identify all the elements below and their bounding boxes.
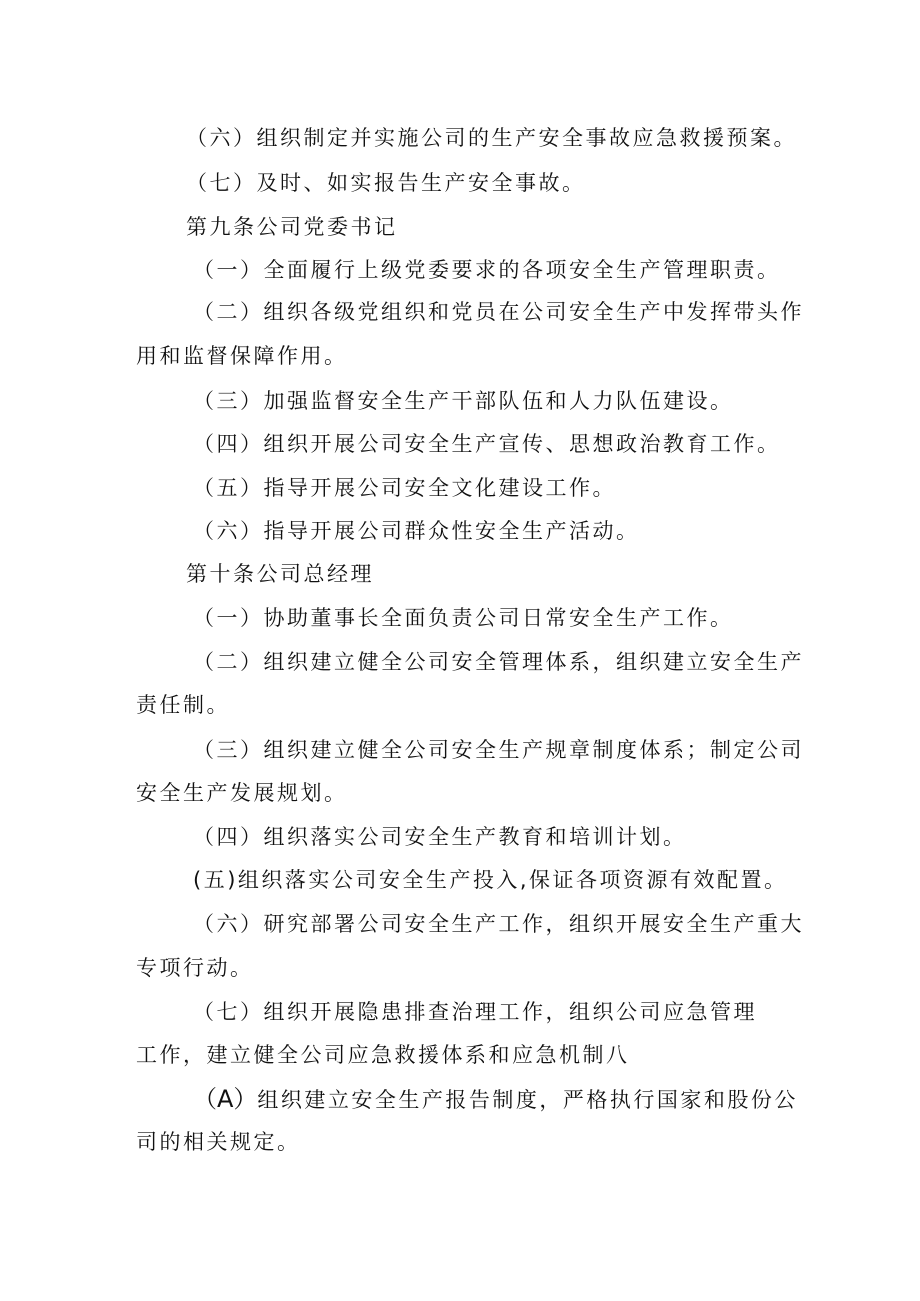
- paragraph-line: （二）组织建立健全公司安全管理体系，组织建立安全生产: [193, 650, 804, 674]
- paragraph-line: （三）加强监督安全生产干部队伍和人力队伍建设。: [193, 389, 734, 413]
- paragraph-line: （六）组织制定并实施公司的生产安全事故应急救援预案。: [186, 126, 797, 150]
- paragraph-line: (五)组织落实公司安全生产投入,保证各项资源有效配置。: [193, 868, 788, 892]
- paragraph-line: （四）组织开展公司安全生产宣传、思想政治教育工作。: [193, 432, 781, 456]
- paragraph-line: （四）组织落实公司安全生产教育和培训计划。: [193, 825, 687, 849]
- item-marker: （A）: [193, 1085, 258, 1113]
- paragraph-line: [193, 1085, 848, 1114]
- paragraph-line: 安全生产发展规划。: [136, 781, 348, 805]
- paragraph-line: 工作，建立健全公司应急救援体系和应急机制八: [136, 1043, 630, 1067]
- paragraph-line: （六）研究部署公司安全生产工作，组织开展安全生产重大: [193, 912, 804, 936]
- article-heading-9: 第九条公司党委书记: [186, 215, 398, 239]
- paragraph-line: 司的相关规定。: [136, 1130, 301, 1154]
- paragraph-line: （三）组织建立健全公司安全生产规章制度体系；制定公司: [193, 738, 804, 762]
- paragraph-line: 专项行动。: [136, 956, 254, 980]
- paragraph-line: 用和监督保障作用。: [136, 344, 348, 368]
- paragraph-line: （一）全面履行上级党委要求的各项安全生产管理职责。: [193, 258, 781, 282]
- paragraph-line: （一）协助董事长全面负责公司日常安全生产工作。: [193, 606, 734, 630]
- article-heading-10: 第十条公司总经理: [186, 562, 374, 586]
- paragraph-line: （二）组织各级党组织和党员在公司安全生产中发挥带头作: [193, 300, 804, 324]
- paragraph-line: 责任制。: [136, 693, 230, 717]
- paragraph-line: （五）指导开展公司安全文化建设工作。: [193, 476, 616, 500]
- paragraph-line: （七）组织开展隐患排查治理工作，组织公司应急管理: [193, 1000, 757, 1024]
- item-text: 组织建立安全生产报告制度，严格执行国家和股份公: [257, 1088, 798, 1112]
- paragraph-line: （七）及时、如实报告生产安全事故。: [186, 171, 586, 195]
- paragraph-line: （六）指导开展公司群众性安全生产活动。: [193, 519, 640, 543]
